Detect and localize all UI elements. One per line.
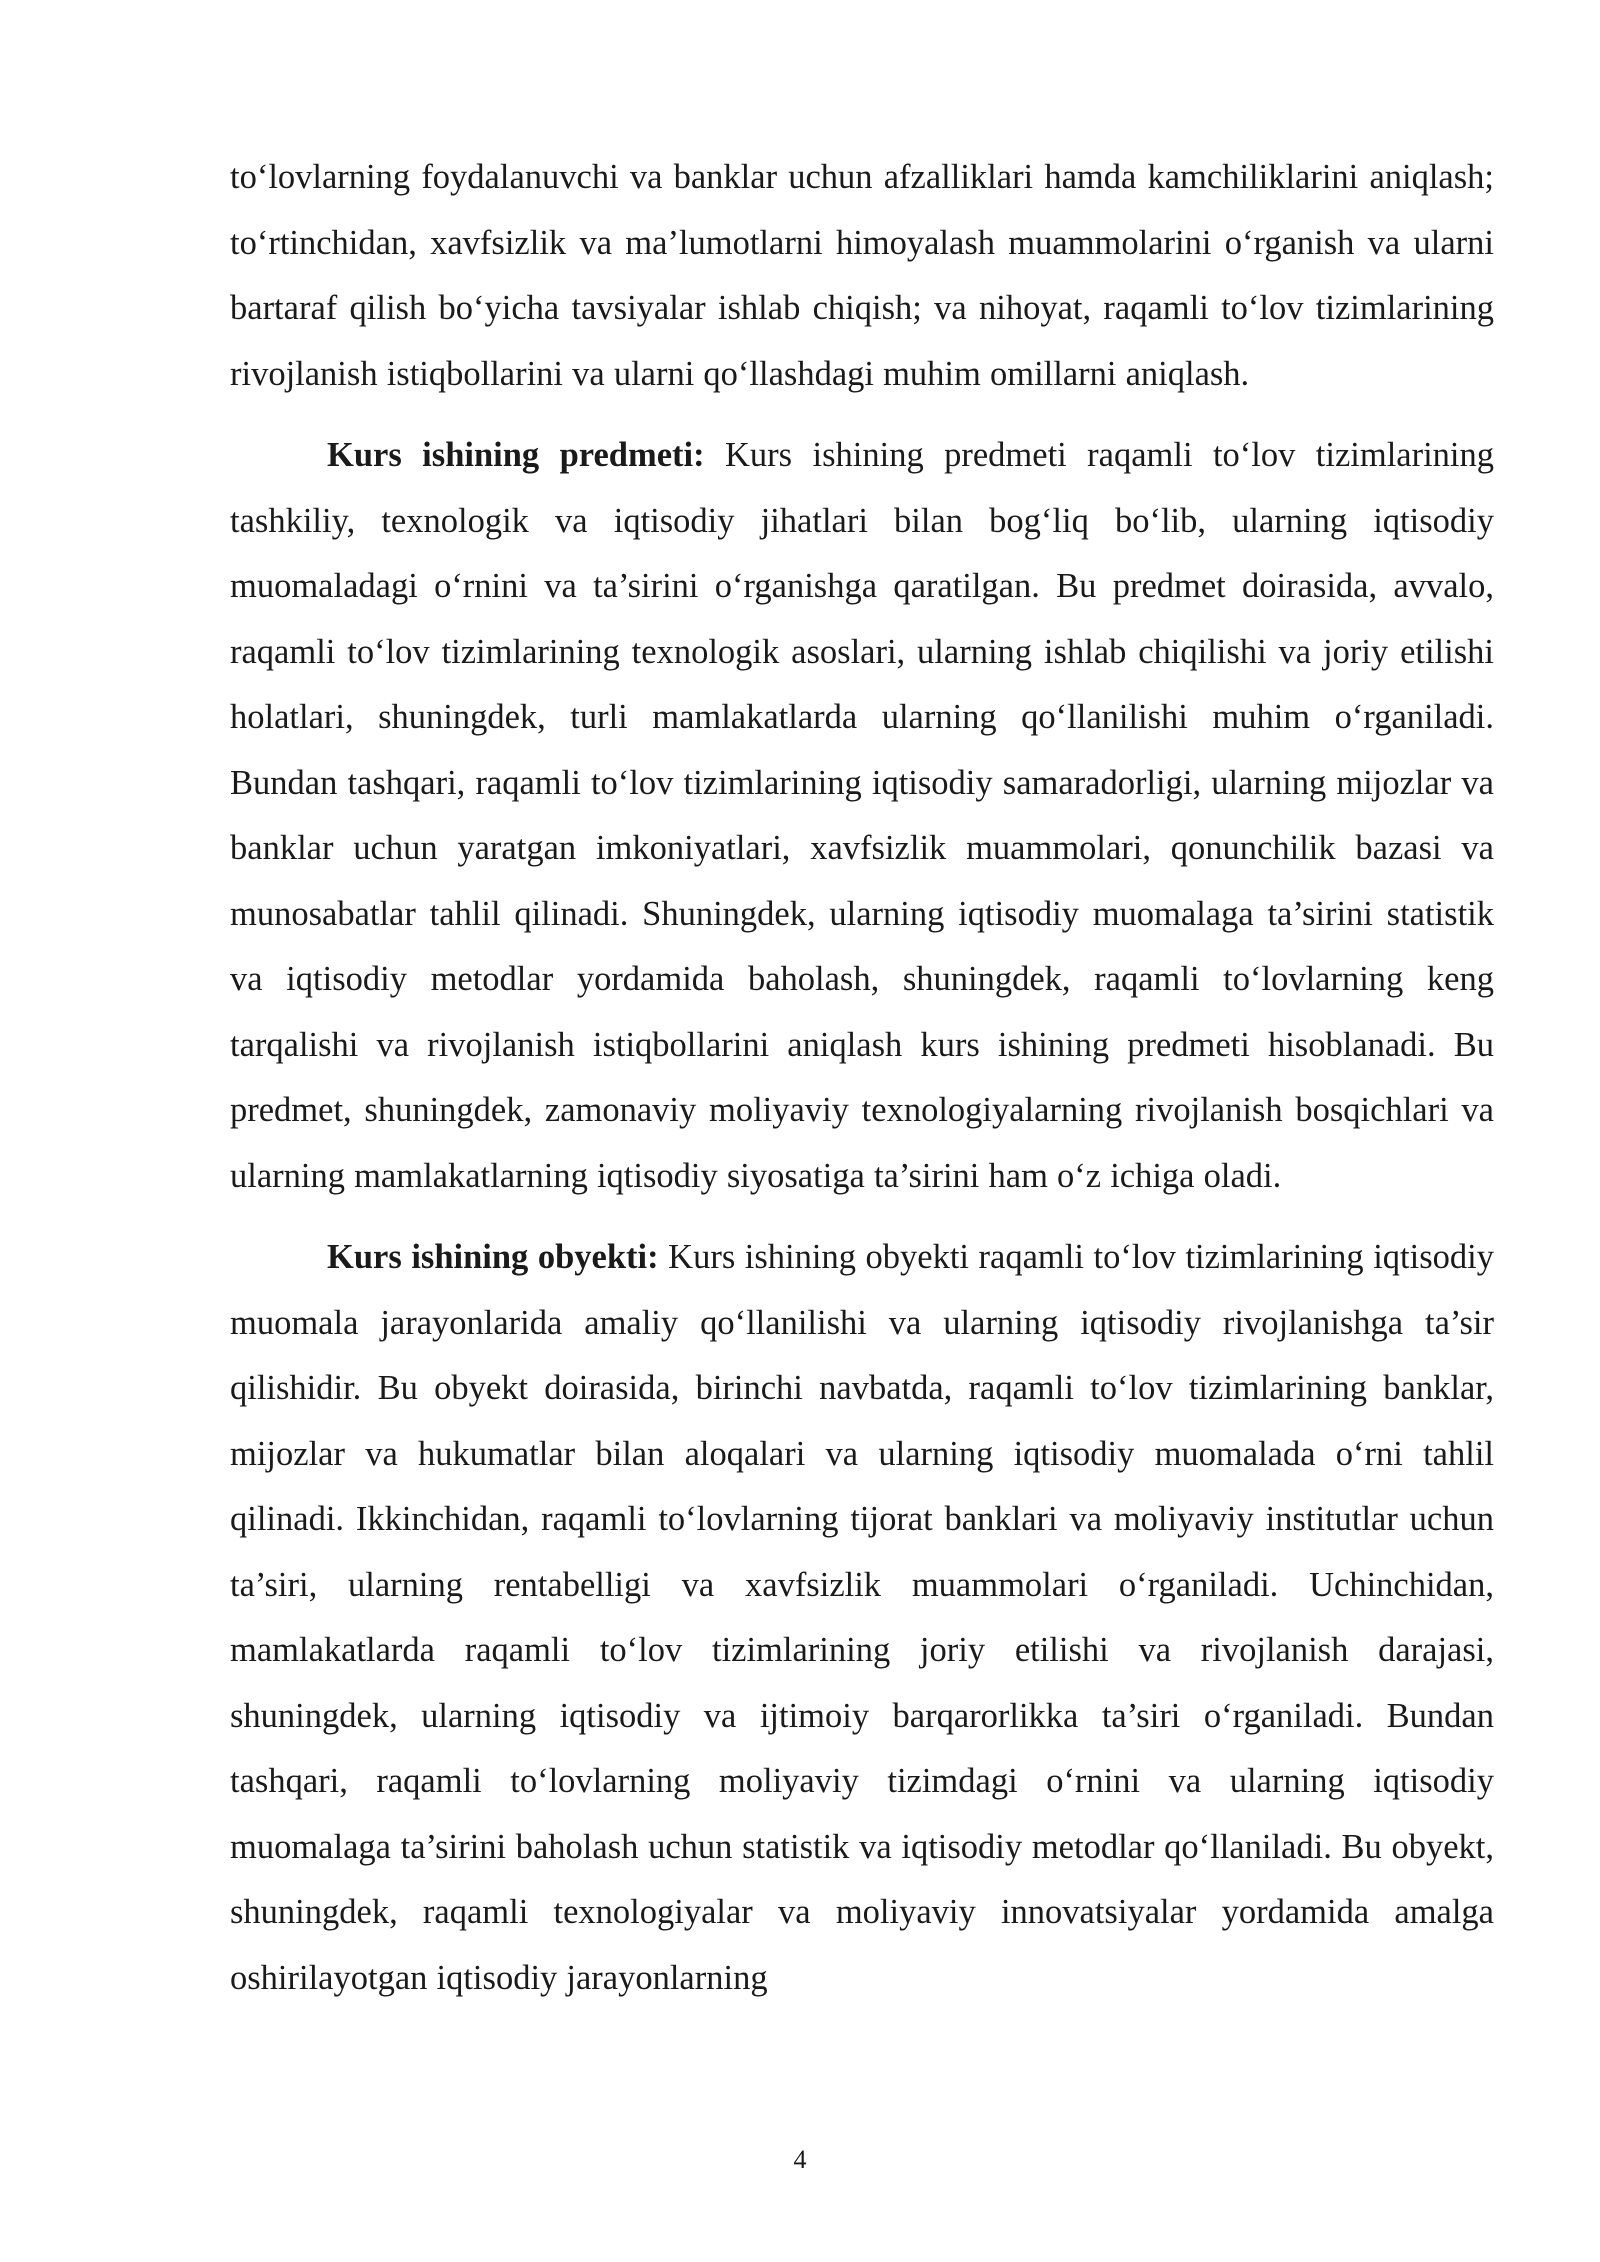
- paragraph-object: [230, 1225, 1494, 2011]
- paragraph-text: Kurs ishining obyekti raqamli to‘lov tizimlarining iqtisodiy muomala jarayonlarida amaliy qo‘llanilishi va ularning iqtisodiy rivojlanishga ta’sir qilishidir. Bu obyekt doirasida, birinchi navbatda, raqamli to‘lov tizimlarining banklar, mijozlar va hukumatlar bilan aloqalari va ularning iqtisodiy muomalada o‘rni tahlil qilinadi. Ikkinchidan, raqamli to‘lovlarning tijorat banklari va moliyaviy institutlar uchun ta’siri, ularning rentabelligi va xavfsizlik muammolari o‘rganiladi. Uchinchidan, mamlakatlarda raqamli to‘lov tizimlarining joriy etilishi va rivojlanish darajasi, shuningdek, ularning iqtisodiy va ijtimoiy barqarorlikka ta’siri o‘rganiladi. Bundan tashqari, raqamli to‘lovlarning moliyaviy tizimdagi o‘rnini va ularning iqtisodiy muomalaga ta’sirini baholash uchun statistik va iqtisodiy metodlar qo‘llaniladi. Bu obyekt, shuningdek, raqamli texnologiyalar va moliyaviy innovatsiyalar yordamida amalga oshirilayotgan iqtisodiy jarayonlarning: [230, 1238, 1494, 1997]
- page-number: 4: [793, 2145, 807, 2174]
- paragraph-text: to‘lovlarning foydalanuvchi va banklar uchun afzalliklari hamda kamchiliklarini aniqlash; to‘rtinchidan, xavfsizlik va ma’lumotlarni himoyalash muammolarini o‘rganish va ularni bartaraf qilish bo‘yicha tavsiyalar ishlab chiqish; va nihoyat, raqamli to‘lov tizimlarining rivojlanish istiqbollarini va ularni qo‘llashdagi muhim omillarni aniqlash.: [230, 158, 1494, 393]
- paragraph-subject: [230, 423, 1494, 1209]
- paragraph-lead-heading: Kurs ishining obyekti:: [327, 1238, 659, 1276]
- body-text: [230, 145, 1494, 2027]
- paragraph-text: Kurs ishining predmeti raqamli to‘lov tizimlarining tashkiliy, texnologik va iqtisodiy jihatlari bilan bog‘liq bo‘lib, ularning iqtisodiy muomaladagi o‘rnini va ta’sirini o‘rganishga qaratilgan. Bu predmet doirasida, avvalo, raqamli to‘lov tizimlarining texnologik asoslari, ularning ishlab chiqilishi va joriy etilishi holatlari, shuningdek, turli mamlakatlarda ularning qo‘llanilishi muhim o‘rganiladi. Bundan tashqari, raqamli to‘lov tizimlarining iqtisodiy samaradorligi, ularning mijozlar va banklar uchun yaratgan imkoniyatlari, xavfsizlik muammolari, qonunchilik bazasi va munosabatlar tahlil qilinadi. Shuningdek, ularning iqtisodiy muomalaga ta’sirini statistik va iqtisodiy metodlar yordamida baholash, shuningdek, raqamli to‘lovlarning keng tarqalishi va rivojlanish istiqbollarini aniqlash kurs ishining predmeti hisoblanadi. Bu predmet, shuningdek, zamonaviy moliyaviy texnologiyalarning rivojlanish bosqichlari va ularning mamlakatlarning iqtisodiy siyosatiga ta’sirini ham o‘z ichiga oladi.: [230, 436, 1494, 1195]
- paragraph-continuation: [230, 145, 1494, 407]
- paragraph-lead-heading: Kurs ishining predmeti:: [327, 436, 705, 474]
